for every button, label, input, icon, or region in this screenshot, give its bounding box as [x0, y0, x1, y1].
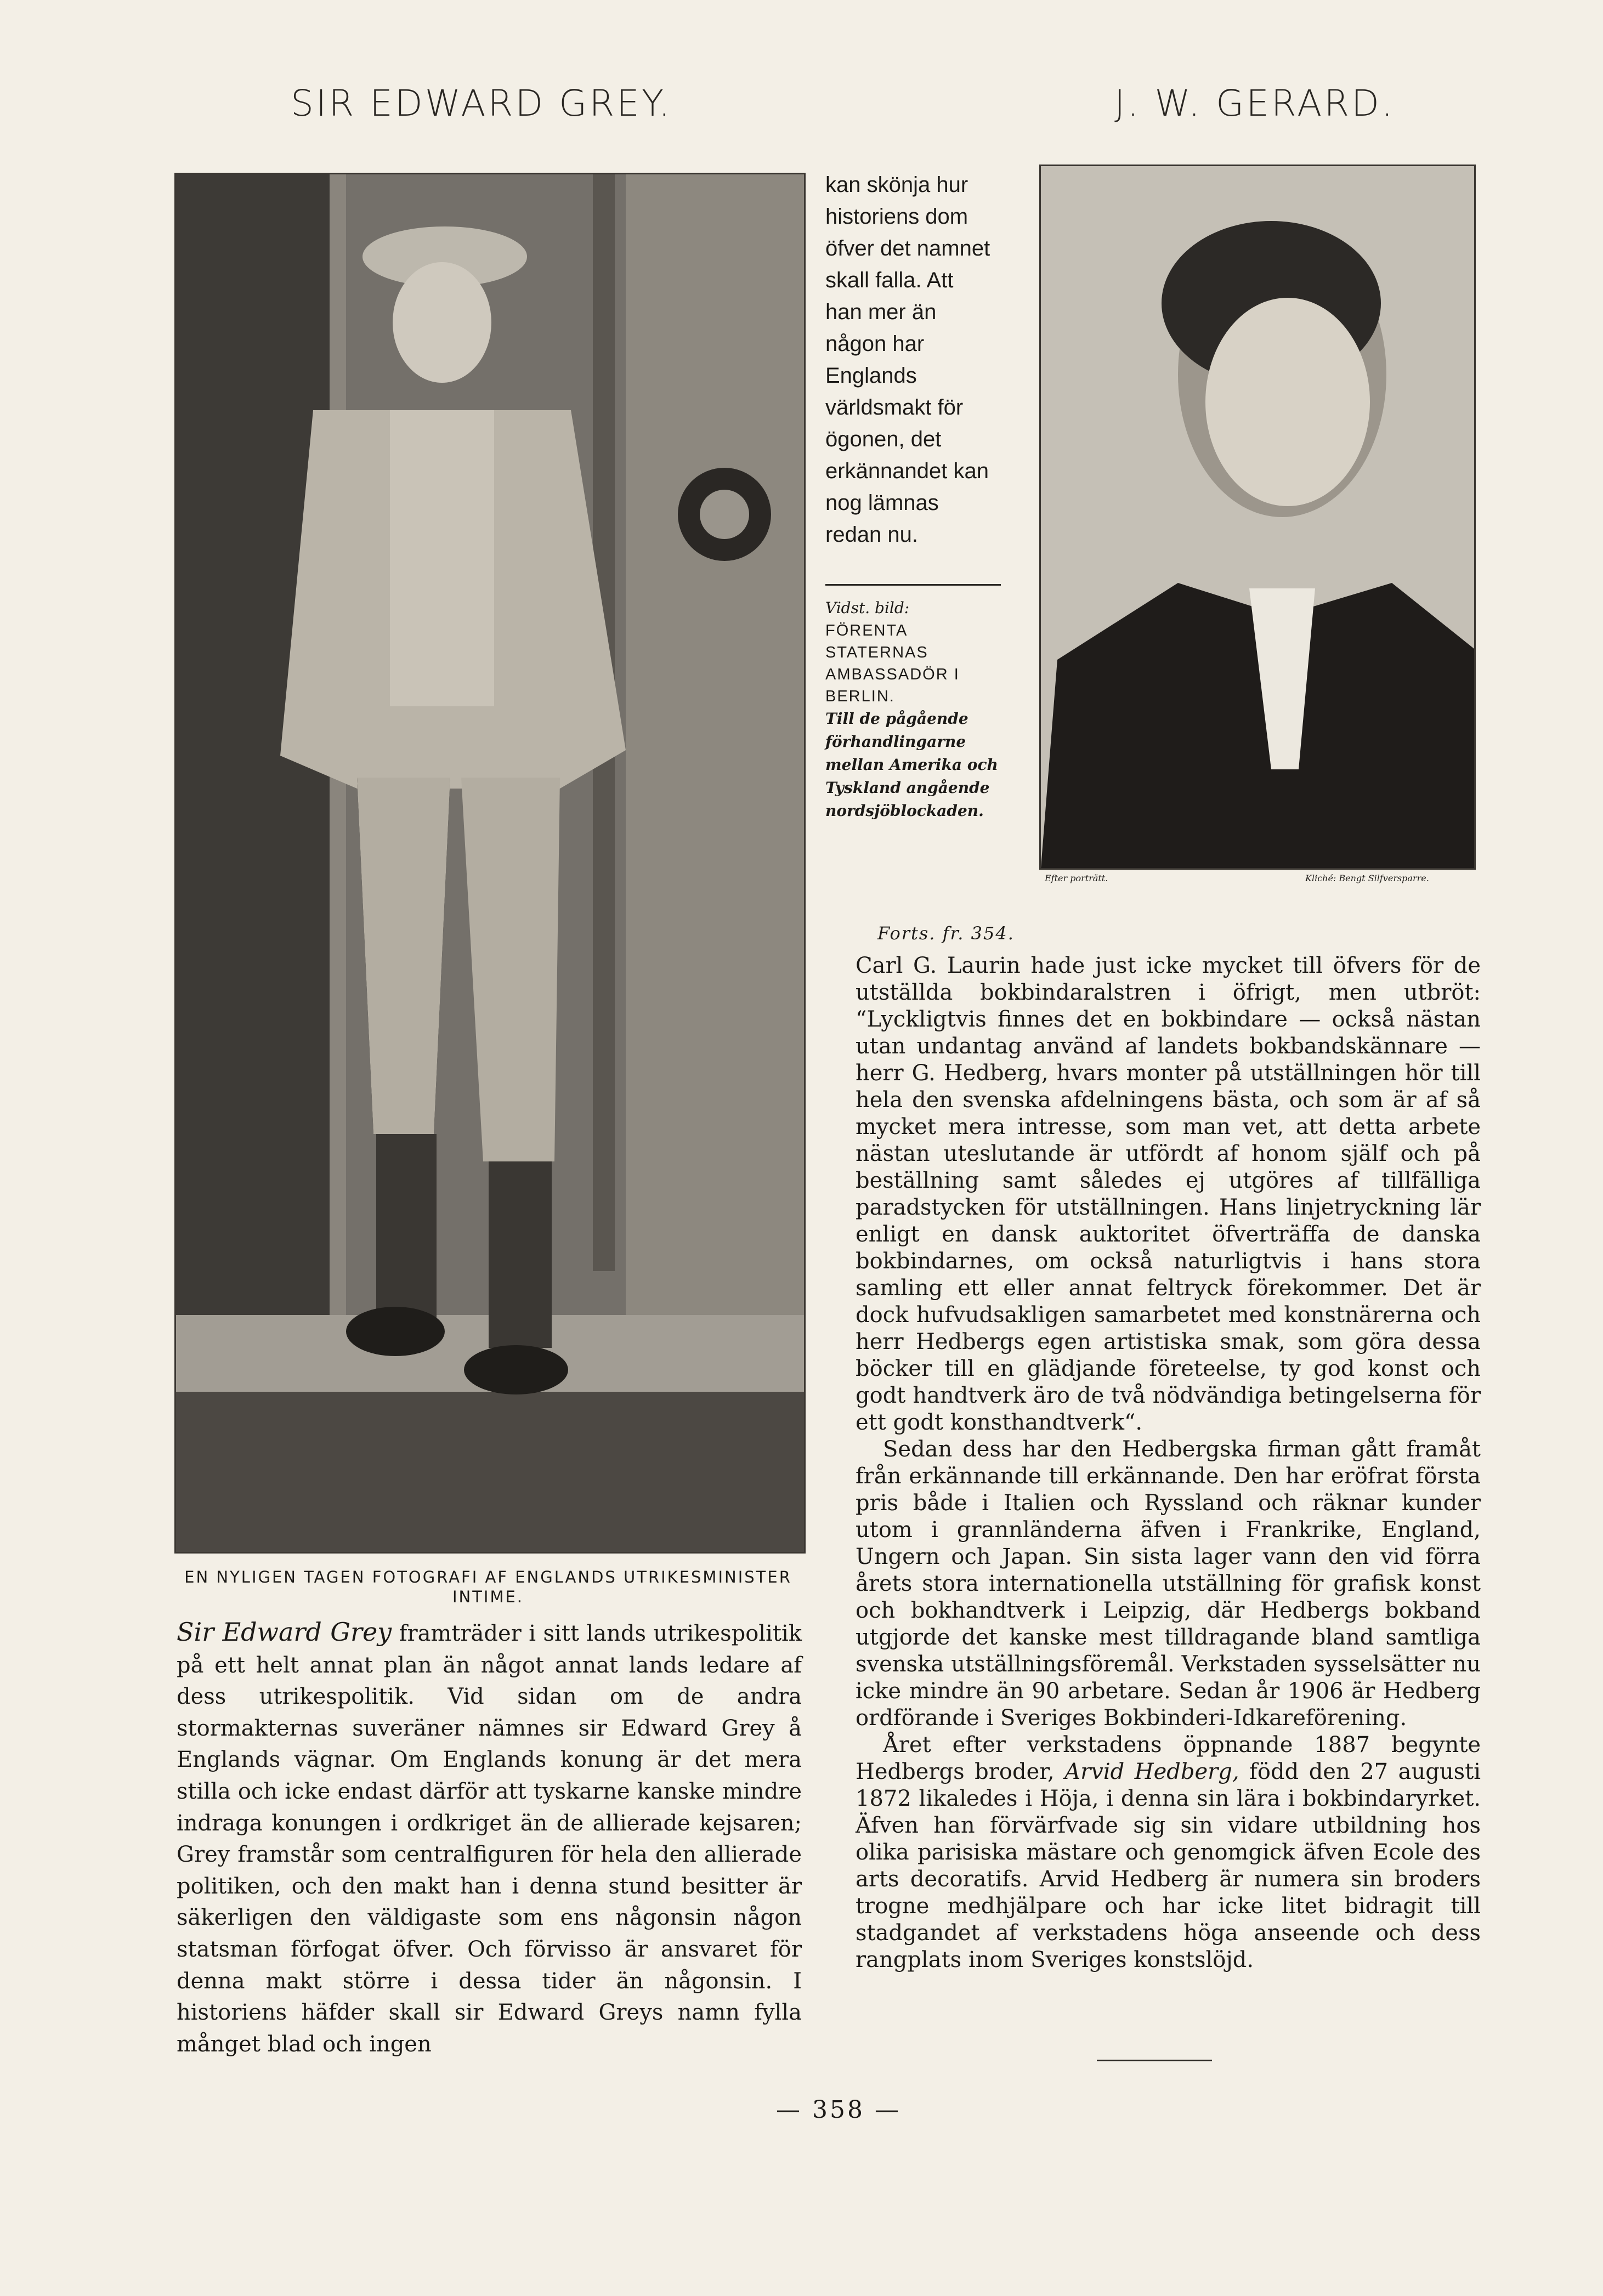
continuation-note: Forts. fr. 354. [877, 923, 1015, 944]
right-article-paragraph-1: Carl G. Laurin hade just icke mycket till öfvers för de utställda bokbindaralstren i öfrigt, men utbröt: “Lyckligtvis finnes det en bokbindare — också nästan utan undantag använd af landets bokbandskännare — herr G. Hedberg, hvars monter på utställningen hör till hela den svenska afdelningens bästa, och som är af så mycket mera intresse, som man vet, att detta arbete nästan uteslutande är utfördt af honom själf och på beställning samt således ej utgöres af tillfälliga paradstycken för utställningen. Hans linjetryckning lär enligt en dansk auktoritet öfverträffa de danska bokbindarnes, om också naturligtvis i hans stora samling ett eller annat feltryck förekommer. Det är dock hufvudsakligen samarbetet med konstnärerna och herr Hedbergs egen artistiska smak, som göra dessa böcker till en glädjande företeelse, ty god konst och godt handtverk äro de två nödvändiga betingelserna för ett godt konsthandtverk“. [856, 953, 1481, 1435]
paragraph-3-start: Året efter verkstadens öppnande 1887 begynte Hedbergs broder, [856, 1732, 1481, 1784]
right-article-paragraph-2: Sedan dess har den Hedbergska firman gått framåt från erkännande till erkännande. Den har eröfrat första pris både i Italien och Ryssland och räknar kunder utom i grannländerna äfven i Frankrike, England, Ungern och Japan. Sin sista lager vann den vid förra årets stora internationella utställning för grafisk konst och bokhandtverk i Leipzig, där Hedbergs bokband utgjorde det kanske mest tilldragande bland samtliga svenska utställningsföremål. Verkstaden sysselsätter nu icke mindre än 90 arbetare. Sedan år 1906 är Hedberg ordförande i Sveriges Bokbinderi-Idkareförening. [856, 1437, 1481, 1731]
arvid-hedberg-name: Arvid Hedberg, [1064, 1759, 1239, 1784]
right-heading: J. W. GERARD. [1114, 82, 1395, 124]
left-heading: SIR EDWARD GREY. [291, 82, 672, 124]
article-end-rule [1097, 2060, 1212, 2061]
paragraph-3-rest: född den 27 augusti 1872 likaledes i Höja, i denna sin lära i bokbindaryrket. Äfven han förvärfvade sig sin vidare utbildning hos olika parisiska mästare och genomgick äfven Ecole des arts decoratifs. Arvid Hedberg är numera sin broders trogne medhjälpare och har icke litet bidragit till stadgandet af verkstadens höga anseende och dess rangplats inom Sveriges konstslöjd. [856, 1759, 1481, 1972]
gerard-portrait-photo [1039, 165, 1476, 870]
edward-grey-photo [174, 173, 806, 1554]
left-article-paragraph [177, 1617, 802, 2060]
gerard-portrait-illustration [1041, 166, 1474, 868]
left-photo-caption: EN NYLIGEN TAGEN FOTOGRAFI AF ENGLANDS UTRIKESMINISTER INTIME. [184, 1568, 792, 1606]
page-number: — 358 — [776, 2096, 901, 2124]
narrow-column-rule [825, 584, 1001, 586]
photo-credit-left: Efter porträtt. [1045, 873, 1108, 883]
side-note-text: Till de pågående förhandlingarne mellan Amerika och Tyskland angående nordsjöblockaden. [825, 710, 998, 820]
edward-grey-figure-illustration [176, 174, 804, 1552]
side-note [825, 597, 1001, 823]
left-article [177, 1617, 802, 2060]
side-note-intro: Vidst. bild: [825, 599, 910, 617]
left-article-body: framträder i sitt lands utrikespolitik på ett helt annat plan än något annat lands ledare af dess utrikespolitik. Vid sidan om de andra stormakternas suveräner nämnes sir Edward Grey å Englands vägnar. Om Englands konung är det mera stilla och icke endast därför att tyskarne kanske mindre indraga konungen i ordkriget än de allierade kejsaren; Grey framstår som centralfiguren för hela den allierade politiken, och den makt han i denna stund besitter är säkerligen den väldigaste som ens någonsin någon statsman förfogat öfver. Och förvisso är ansvaret för denna makt större i dessa tider än någonsin. I historiens häfder skall sir Edward Greys namn fylla månget blad och ingen [177, 1621, 802, 2057]
lead-name: Sir Edward Grey [177, 1617, 392, 1647]
narrow-column-text: kan skönja hur historiens dom öfver det namnet skall falla. Att han mer än någon har Englands världsmakt för ögonen, det erkännandet kan nog lämnas redan nu. [825, 173, 990, 547]
right-article [856, 953, 1481, 1974]
right-article-paragraph-3 [856, 1732, 1481, 1974]
photo-credit-right: Kliché: Bengt Silfversparre. [1305, 873, 1429, 883]
side-note-title: FÖRENTA STATERNAS AMBASSADÖR I BERLIN. [825, 622, 960, 705]
